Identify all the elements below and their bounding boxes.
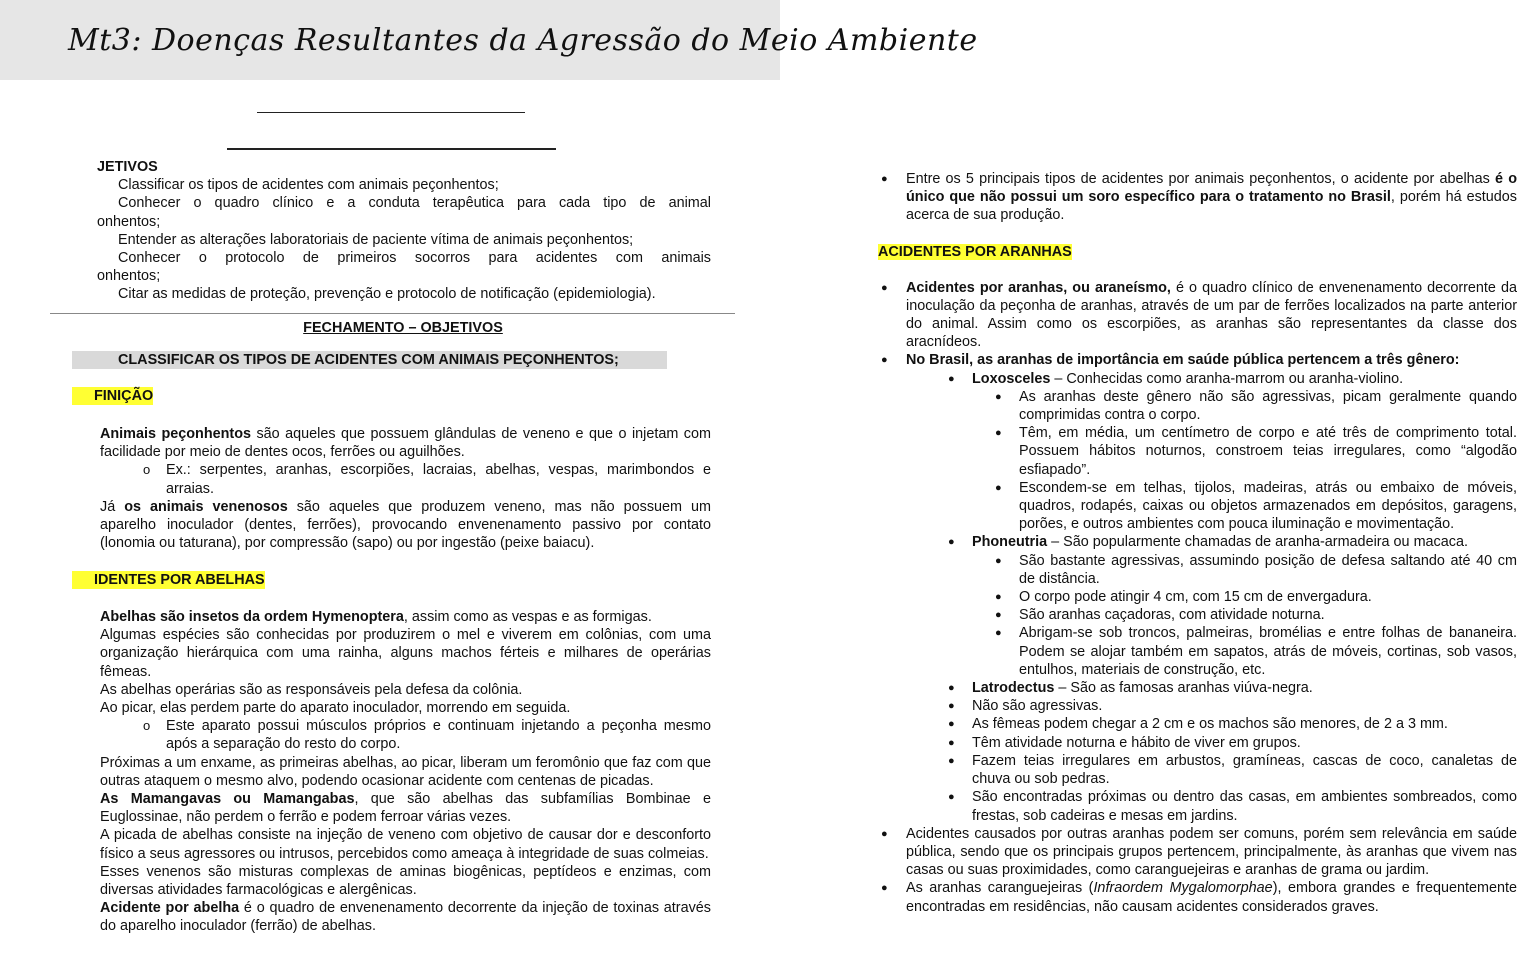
- classify-heading: CLASSIFICAR OS TIPOS DE ACIDENTES COM ANIMAIS PEÇONHENTOS;: [72, 351, 667, 369]
- abelhas-text: Abelhas são insetos da ordem Hymenoptera, assim como as vespas e as formigas. Algumas espécies são conhecidas por produzirem o mel e viverem em colônias, com uma organização hierárquica com uma rainha, alguns machos férteis e milhares de operárias fêmeas. As abelhas operárias são as responsáveis pela defesa da colônia. Ao picar, elas perdem parte do aparato inoculador, morrendo em seguida. o Este aparato possui músculos próprios e continuam injetando a peçonha mesmo após a separação do resto do corpo. Próximas a um enxame, as primeiras abelhas, ao picar, liberam um feromônio que faz com que outras ataquem o mesmo alvo, podendo ocasionar acidente com centenas de picadas. As Mamangavas ou Mamangabas, que são abelhas das subfamílias Bombinae e Euglossinae, não perdem o ferrão e podem ferroar várias vezes. A picada de abelhas consiste na injeção de veneno com objetivo de causar dor e desconforto físico a seus agressores ou intrusos, percebidos como ameaça à integridade de suas colmeias. Esses venenos são misturas complexas de aminas biogênicas, peptídeos e enzimas, com diversas atividades farmacológicas e alergênicas. Acidente por abelha é o quadro de envenenamento decorrente da injeção de toxinas através do aparelho inoculador (ferrão) de abelhas.: [100, 608, 711, 936]
- objetivo-item: Conhecer o protocolo de primeiros socorros para acidentes com animais onhentos;: [97, 250, 711, 285]
- list-item: ● Fazem teias irregulares em arbustos, gramíneas, cascas de coco, canaletas de chuva ou sob pedras.: [948, 752, 1517, 788]
- title-band: [0, 0, 978, 80]
- list-item: ● No Brasil, as aranhas de importância em saúde pública pertencem a três gênero: ● Loxosceles – Conhecidas como aranha-marrom ou aranha-violino. ● As aranhas deste gênero não são agressivas, picam geralmente quando comprimidas contra o corpo. ● Têm, em média, um centímetro de corpo e até três de comprimento total. Possuem hábitos noturnos, constroem teias irregulares, como “algodão esfiapado”. ● Escondem-se em telhas, tijolos, madeiras, atrás ou embaixo de móveis, quadros, rodapés, caixas ou objetos armazenados em depósitos, garagens, porões, e outros ambientes com pouca iluminação e movimentação. ● Phoneutria – São popularmente chamadas de aranha-armadeira ou macaca. ● São bastante agressivas, assumindo posição de defesa saltando até 40 cm de distância. ● O corpo pode atingir 4 cm, com 15 cm de envergadura. ● São aranhas caçadoras, com atividade noturna. ● Abrigam-se sob troncos, palmeiras, bromélias e entre folhas de bananeira. Podem se alojar também em sapatos, atrás de móveis, cortinas, sob vasos, entulhos, materiais de construção, etc. ● Latrodectus – São as famosas aranhas viúva-negra. ● Não são agressivas. ● As fêmeas podem chegar a 2 cm e os machos são menores, de 2 a 3 mm. ● Têm atividade noturna e hábito de viver em grupos. ● Fazem teias irregulares em arbustos, gramíneas, cascas de coco, canaletas de chuva ou sob pedras. ● São encontradas próximas ou dentro das casas, em ambientes sombreados, como frestas, sob cadeiras e mesas em jardins.: [881, 352, 1517, 824]
- list-item: ● Acidentes por aranhas, ou araneísmo, é o quadro clínico de envenenamento decorrente da inoculação da peçonha de aranhas, através de um par de ferrões localizados na parte anterior do animal. Assim como os escorpiões, as aranhas são representantes da classe dos aracnídeos.: [881, 279, 1517, 351]
- list-item: ● O corpo pode atingir 4 cm, com 15 cm de envergadura.: [995, 589, 1372, 606]
- list-item: ● Têm atividade noturna e hábito de viver em grupos.: [948, 734, 1301, 751]
- list-item: ● São encontradas próximas ou dentro das casas, em ambientes sombreados, como frestas, sob cadeiras e mesas em jardins.: [948, 789, 1517, 824]
- blank-line-2: [227, 148, 556, 150]
- list-item: ● Escondem-se em telhas, tijolos, madeiras, atrás ou embaixo de móveis, quadros, rodapés, caixas ou objetos armazenados em depósitos, garagens, porões, e outros ambientes com pouca iluminação e movimentação.: [995, 479, 1517, 533]
- list-item: ● Acidentes causados por outras aranhas podem ser comuns, porém sem relevância em saúde pública, sendo que os principais grupos pertencem, principalmente, às aranhas que vivem nas casas ou suas proximidades, como caranguejeiras e aranhas de grama ou jardim.: [881, 825, 1517, 879]
- genus-item: ● Phoneutria – São popularmente chamadas de aranha-armadeira ou macaca. ● São bastante agressivas, assumindo posição de defesa saltando até 40 cm de distância. ● O corpo pode atingir 4 cm, com 15 cm de envergadura. ● São aranhas caçadoras, com atividade noturna. ● Abrigam-se sob troncos, palmeiras, bromélias e entre folhas de bananeira. Podem se alojar também em sapatos, atrás de móveis, cortinas, sob vasos, entulhos, materiais de construção, etc.: [948, 534, 1517, 678]
- abelhas-heading: IDENTES POR ABELHAS: [72, 571, 265, 589]
- objetivos-heading: JETIVOS: [97, 159, 158, 175]
- objetivo-item: Entender as alterações laboratoriais de paciente vítima de animais peçonhentos;: [118, 231, 634, 248]
- example-item: o Ex.: serpentes, aranhas, escorpiões, lacraias, abelhas, vespas, marimbondos e arraias.: [100, 461, 711, 497]
- objetivos-block: [97, 158, 711, 304]
- list-item: ● As aranhas deste gênero não são agressivas, picam geralmente quando comprimidas contra o corpo.: [995, 388, 1517, 424]
- list-item: ● Têm, em média, um centímetro de corpo e até três de comprimento total. Possuem hábitos noturnos, constroem teias irregulares, como “algodão esfiapado”.: [995, 425, 1517, 478]
- list-item: ● São bastante agressivas, assumindo posição de defesa saltando até 40 cm de distância.: [995, 552, 1517, 587]
- list-item: ● São aranhas caçadoras, com atividade noturna.: [995, 607, 1325, 624]
- list-item: ● Abrigam-se sob troncos, palmeiras, bromélias e entre folhas de bananeira. Podem se alojar também em sapatos, atrás de móveis, cortinas, sob vasos, entulhos, materiais de construção, etc.: [995, 625, 1517, 678]
- genus-item: ● Latrodectus – São as famosas aranhas viúva-negra.: [948, 680, 1313, 697]
- objetivo-item: Citar as medidas de proteção, prevenção e protocolo de notificação (epidemiologia).: [118, 286, 656, 303]
- right-column: [878, 170, 1517, 916]
- aranhas-heading: ACIDENTES POR ARANHAS: [878, 243, 1072, 260]
- list-item: ● As fêmeas podem chegar a 2 cm e os machos são menores, de 2 a 3 mm.: [948, 716, 1448, 733]
- section-divider: [50, 313, 735, 314]
- list-item: ● As aranhas caranguejeiras (Infraordem Mygalomorphae), embora grandes e frequentemente encontradas em residências, não causam acidentes considerados graves.: [881, 880, 1517, 915]
- objetivo-item: Classificar os tipos de acidentes com animais peçonhentos;: [118, 177, 499, 194]
- definicao-heading: FINIÇÃO: [72, 387, 153, 405]
- sub-item: o Este aparato possui músculos próprios e continuam injetando a peçonha mesmo após a separação do resto do corpo.: [100, 717, 711, 753]
- list-item: ● Não são agressivas.: [948, 698, 1103, 715]
- blank-line-1: [257, 112, 525, 113]
- list-item: ● Entre os 5 principais tipos de acidentes por animais peçonhentos, o acidente por abelhas é o único que não possui um soro específico para o tratamento no Brasil, porém há estudos acerca de sua produção.: [881, 171, 1517, 224]
- objetivo-item: Conhecer o quadro clínico e a conduta terapêutica para cada tipo de animal onhentos;: [97, 195, 711, 230]
- definicao-text: Animais peçonhentos são aqueles que possuem glândulas de veneno e que o injetam com facilidade por meio de dentes ocos, ferrões ou aguilhões. o Ex.: serpentes, aranhas, escorpiões, lacraias, abelhas, vespas, marimbondos e arraias. Já os animais venenosos são aqueles que produzem veneno, mas não possuem um aparelho inoculador (dentes, ferrões), provocando envenenamento passivo por contato (lonomia ou taturana), por compressão (sapo) ou por ingestão (peixe baiacu).: [100, 425, 711, 552]
- page-title: Mt3: Doenças Resultantes da Agressão do Meio Ambiente: [68, 22, 978, 58]
- genus-item: ● Loxosceles – Conhecidas como aranha-marrom ou aranha-violino. ● As aranhas deste gênero não são agressivas, picam geralmente quando comprimidas contra o corpo. ● Têm, em média, um centímetro de corpo e até três de comprimento total. Possuem hábitos noturnos, constroem teias irregulares, como “algodão esfiapado”. ● Escondem-se em telhas, tijolos, madeiras, atrás ou embaixo de móveis, quadros, rodapés, caixas ou objetos armazenados em depósitos, garagens, porões, e outros ambientes com pouca iluminação e movimentação.: [948, 370, 1517, 533]
- fechamento-heading: FECHAMENTO – OBJETIVOS: [303, 320, 503, 336]
